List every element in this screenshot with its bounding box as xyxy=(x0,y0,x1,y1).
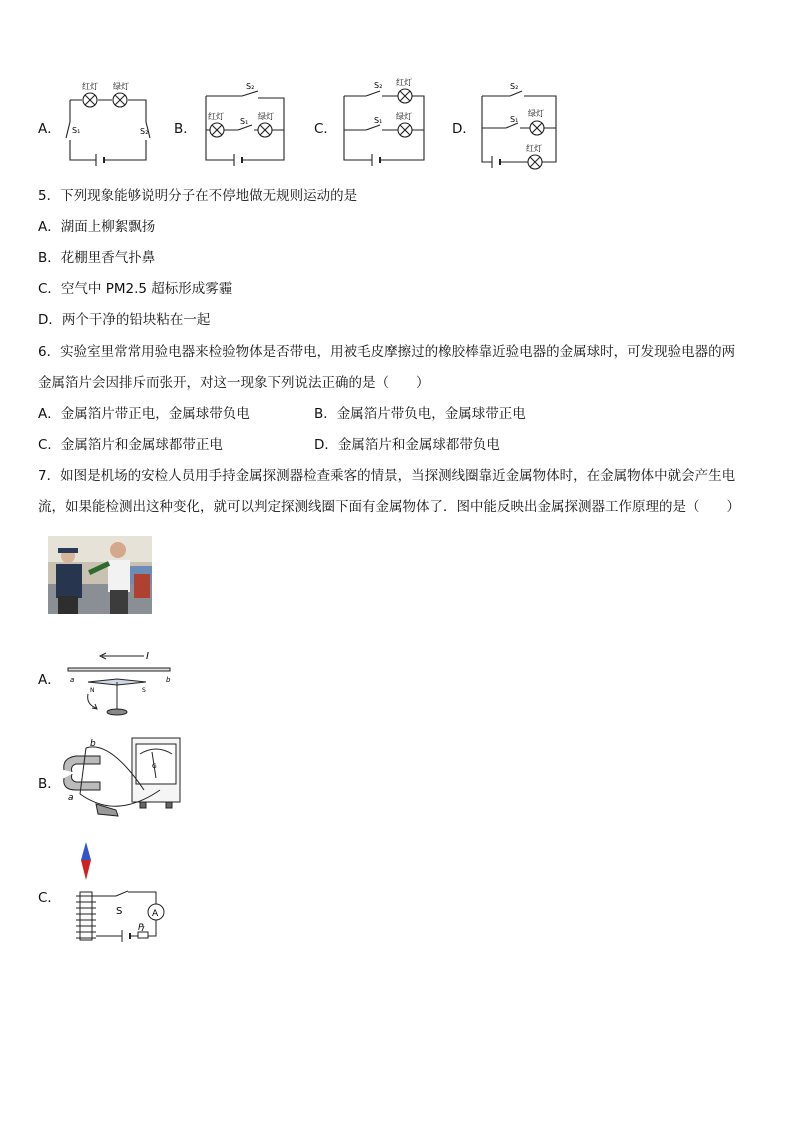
svg-text:红灯: 红灯 xyxy=(208,112,224,121)
svg-text:b: b xyxy=(90,739,96,749)
circuit-a-label: A． xyxy=(38,121,61,137)
circuit-d-label: D． xyxy=(452,121,476,137)
svg-text:S₁: S₁ xyxy=(510,115,519,124)
svg-text:绿灯: 绿灯 xyxy=(258,112,274,121)
security-check-photo xyxy=(48,536,152,614)
q7-option-b-diagram xyxy=(60,734,184,820)
svg-text:P: P xyxy=(138,923,144,933)
svg-text:S: S xyxy=(142,687,146,694)
svg-text:S₂: S₂ xyxy=(140,127,149,136)
q6-option-c: C．金属箔片和金属球都带正电 xyxy=(38,437,223,453)
svg-text:红灯: 红灯 xyxy=(82,82,98,91)
svg-text:绿灯: 绿灯 xyxy=(113,82,129,91)
q5-option-a: A．湖面上柳絮飘扬 xyxy=(38,219,156,235)
svg-text:A: A xyxy=(152,909,159,919)
svg-text:a: a xyxy=(70,676,75,684)
q6-option-a: A．金属箔片带正电，金属球带负电 xyxy=(38,406,250,422)
svg-text:b: b xyxy=(166,676,171,684)
svg-text:S₁: S₁ xyxy=(72,126,81,135)
q6-option-d: D．金属箔片和金属球都带负电 xyxy=(314,437,500,453)
circuit-c-label: C． xyxy=(314,121,337,137)
svg-text:S: S xyxy=(116,906,123,917)
svg-text:绿灯: 绿灯 xyxy=(528,109,544,118)
q7-option-a-label: A． xyxy=(38,672,61,688)
svg-text:N: N xyxy=(90,687,95,694)
svg-text:红灯: 红灯 xyxy=(526,144,542,153)
q7-option-b-label: B． xyxy=(38,776,61,792)
q5-option-d: D．两个干净的铅块粘在一起 xyxy=(38,312,211,328)
svg-text:红灯: 红灯 xyxy=(396,78,412,87)
svg-text:G: G xyxy=(152,763,157,770)
svg-text:S₁: S₁ xyxy=(374,116,383,125)
circuit-c-diagram xyxy=(336,74,432,170)
q7-option-c-label: C． xyxy=(38,890,61,906)
svg-text:S₂: S₂ xyxy=(374,81,383,90)
q7-stem-line1: 7．如图是机场的安检人员用手持金属探测器检查乘客的情景，当探测线圈靠近金属物体时，在金属物体中就会产生电 xyxy=(38,468,736,484)
q6-stem-line1: 6．实验室里常常用验电器来检验物体是否带电，用被毛皮摩擦过的橡胶棒靠近验电器的金属球时，可发现验电器的两 xyxy=(38,344,736,360)
q7-stem-line2: 流，如果能检测出这种变化，就可以判定探测线圈下面有金属物体了．图中能反映出金属探测器工作原理的是（ ） xyxy=(38,499,740,515)
svg-text:S₂: S₂ xyxy=(246,82,255,91)
circuit-b-diagram xyxy=(200,78,296,170)
circuit-d-diagram xyxy=(476,80,566,172)
q5-option-c: C．空气中 PM2.5 超标形成雾霾 xyxy=(38,281,233,297)
svg-text:S₂: S₂ xyxy=(510,82,519,91)
q6-stem-line2: 金属箔片会因排斥而张开，对这一现象下列说法正确的是（ ） xyxy=(38,375,430,391)
svg-text:绿灯: 绿灯 xyxy=(396,112,412,121)
circuit-b-label: B． xyxy=(174,121,197,137)
q7-option-c-diagram xyxy=(70,840,180,946)
svg-text:I: I xyxy=(146,651,149,662)
svg-text:S₁: S₁ xyxy=(240,117,249,126)
q5-option-b: B．花棚里香气扑鼻 xyxy=(38,250,156,266)
q5-stem: 5．下列现象能够说明分子在不停地做无规则运动的是 xyxy=(38,188,358,204)
q6-option-b: B．金属箔片带负电，金属球带正电 xyxy=(314,406,526,422)
circuit-a-diagram xyxy=(58,78,158,170)
q7-option-a-diagram xyxy=(62,646,178,718)
svg-text:a: a xyxy=(68,793,74,803)
